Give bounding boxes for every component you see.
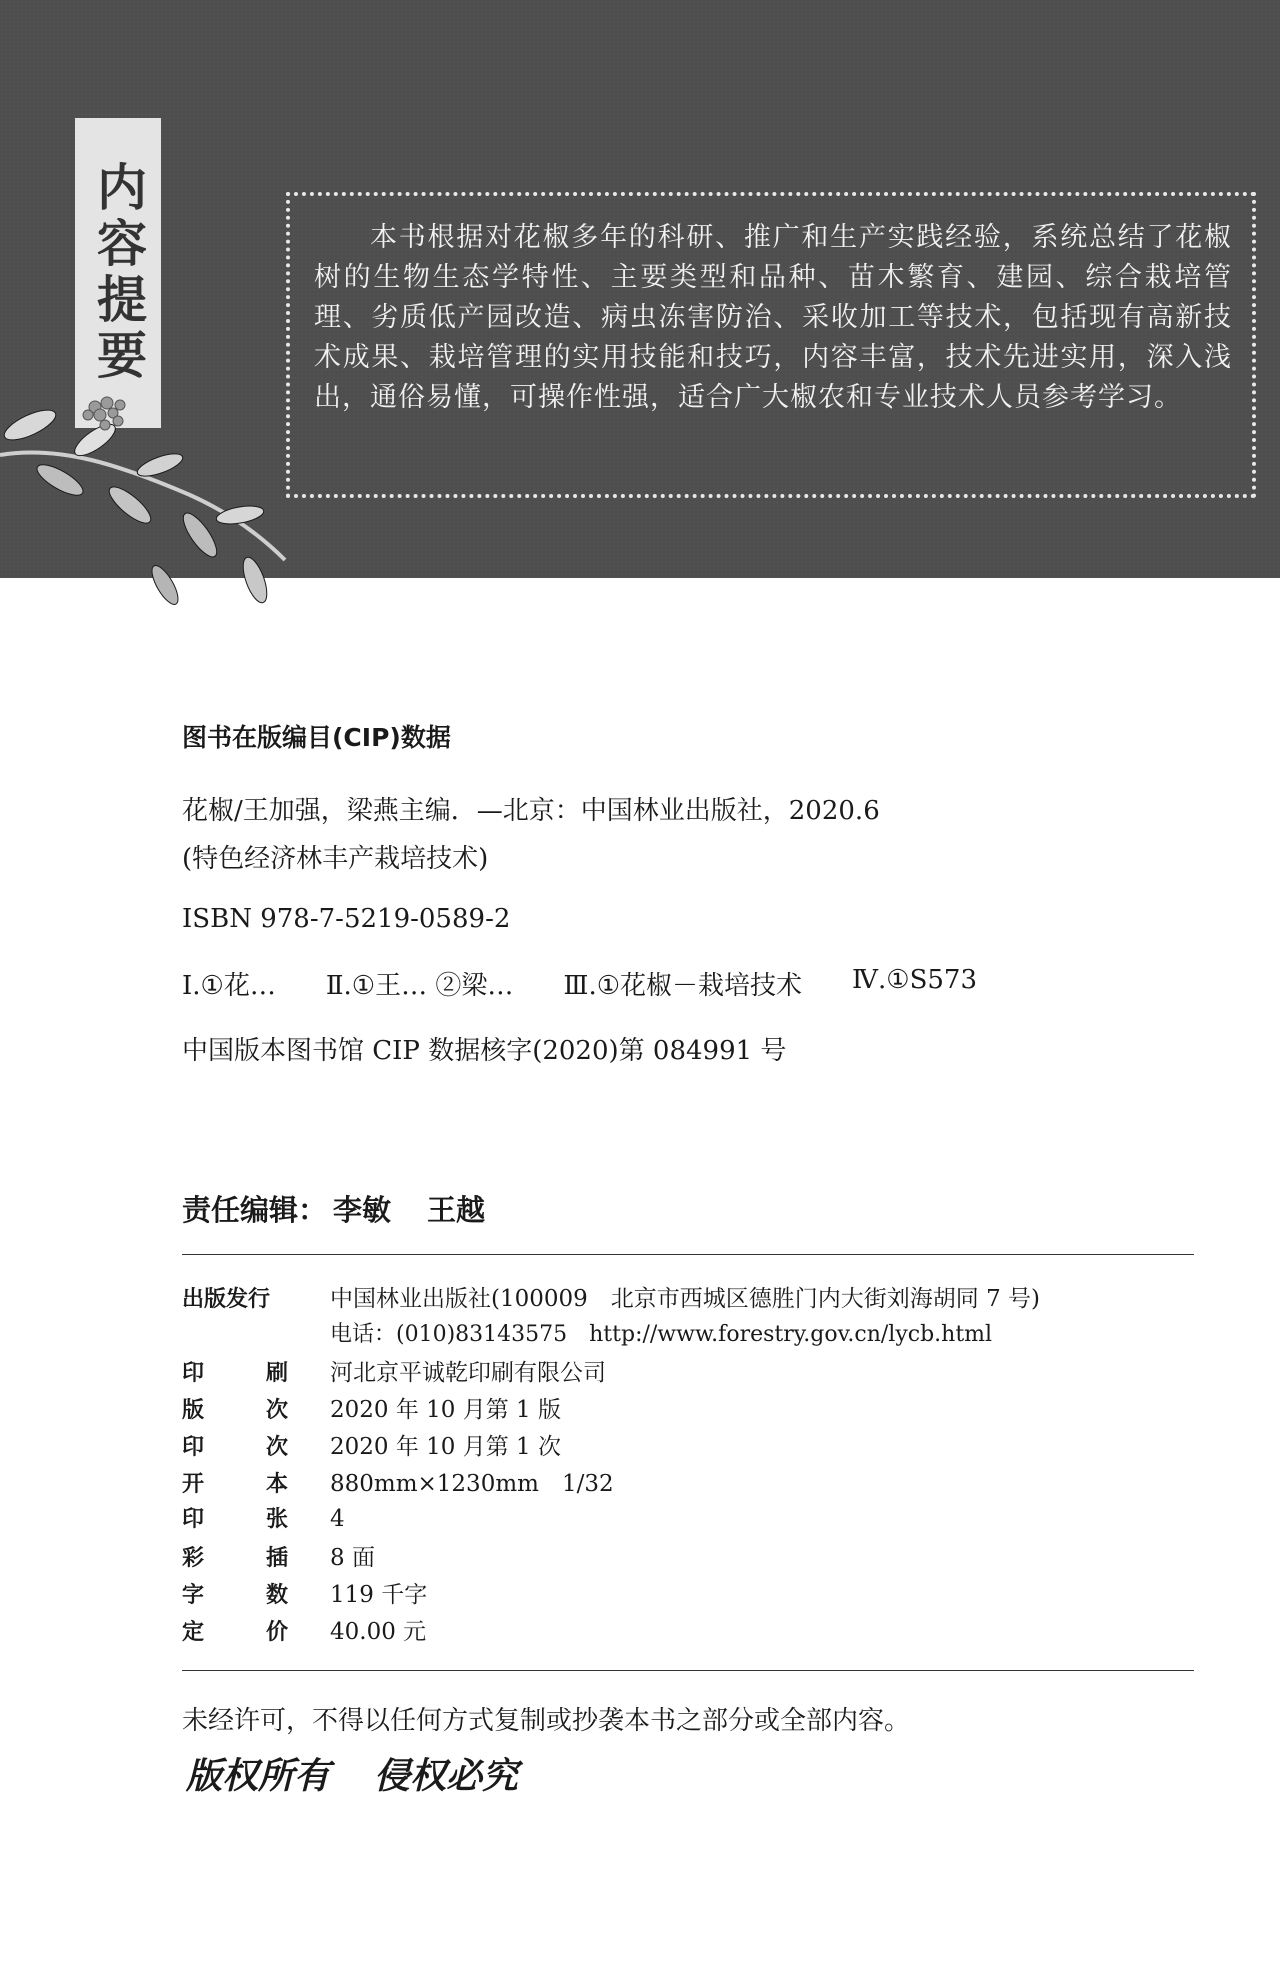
divider-bottom (182, 1670, 1194, 1671)
edition-row (182, 1391, 1194, 1428)
printer-row (182, 1354, 1194, 1391)
publication-info (182, 1280, 1194, 1650)
divider-top (182, 1254, 1194, 1255)
plates-row (182, 1539, 1194, 1576)
publisher-row (182, 1280, 1194, 1317)
copyright-notice: 未经许可，不得以任何方式复制或抄袭本书之部分或全部内容。 (182, 1706, 911, 1736)
edition-label: 版 次 (182, 1398, 288, 1423)
summary-box (286, 192, 1256, 498)
publisher-value: 中国林业出版社(100009 北京市西城区德胜门内大街刘海胡同 7 号) (330, 1286, 1041, 1312)
cip-citation: 花椒/王加强，梁燕主编．—北京：中国林业出版社，2020.6 (182, 796, 880, 826)
pepper-branch-illustration (0, 385, 300, 645)
contact-value: 电话：(010)83143575 http://www.forestry.gov.cn/lycb.html (330, 1322, 993, 1347)
words-label: 字 数 (182, 1583, 288, 1608)
printing-row (182, 1428, 1194, 1465)
editor-label: 责任编辑： (182, 1193, 328, 1227)
price-value: 40.00 元 (330, 1619, 427, 1645)
summary-title-box (75, 118, 161, 428)
editor-name: 李敏 (333, 1193, 392, 1227)
cip-title: 图书在版编目(CIP)数据 (182, 723, 451, 752)
edition-value: 2020 年 10 月第 1 版 (330, 1397, 561, 1423)
printing-value: 2020 年 10 月第 1 次 (330, 1434, 561, 1460)
rights-part-1: 版权所有 (186, 1755, 331, 1797)
words-row (182, 1576, 1194, 1613)
cip-classification (182, 965, 977, 1002)
summary-title: 内容提要 (89, 161, 147, 385)
publisher-label: 出版发行 (182, 1287, 271, 1312)
printing-label: 印 次 (182, 1435, 288, 1460)
rights-part-2: 侵权必究 (374, 1755, 519, 1797)
price-label: 定 价 (182, 1620, 288, 1645)
words-value: 119 千字 (330, 1582, 428, 1608)
sheets-value: 4 (330, 1506, 345, 1532)
editor-name: 王越 (427, 1193, 486, 1227)
summary-text: 本书根据对花椒多年的科研、推广和生产实践经验，系统总结了花椒树的生物生态学特性、主要类型和品种、苗木繁育、建园、综合栽培管理、劣质低产园改造、病虫冻害防治、采收加工等技术，包括现有高新技术成果、栽培管理的实用技能和技巧，内容丰富，技术先进实用，深入浅出，通俗易懂，可操作性强，适合广大椒农和专业技术人员参考学习。 (314, 222, 1232, 413)
format-row (182, 1465, 1194, 1502)
cip-class-1: Ⅰ.①花… (182, 971, 276, 1001)
printer-label: 印 刷 (182, 1361, 288, 1386)
sheets-label: 印 张 (182, 1507, 288, 1532)
cip-series: (特色经济林丰产栽培技术) (182, 844, 489, 874)
cip-class-2: Ⅱ.①王… ②梁… (325, 971, 514, 1001)
responsible-editors (182, 1188, 485, 1229)
cip-record-number: 中国版本图书馆 CIP 数据核字(2020)第 084991 号 (182, 1036, 787, 1066)
price-row (182, 1613, 1194, 1650)
format-value: 880mm×1230mm 1/32 (330, 1471, 614, 1497)
sheets-row (182, 1502, 1194, 1539)
format-label: 开 本 (182, 1472, 288, 1497)
contact-row (182, 1317, 1194, 1354)
rights-reserved (186, 1748, 518, 1799)
cip-class-3: Ⅲ.①花椒－栽培技术 (563, 971, 803, 1001)
plates-label: 彩 插 (182, 1546, 288, 1571)
cip-class-4: Ⅳ.①S573 (852, 965, 978, 995)
plates-value: 8 面 (330, 1545, 375, 1571)
printer-value: 河北京平诚乾印刷有限公司 (330, 1360, 606, 1386)
cip-isbn: ISBN 978-7-5219-0589-2 (182, 904, 511, 934)
